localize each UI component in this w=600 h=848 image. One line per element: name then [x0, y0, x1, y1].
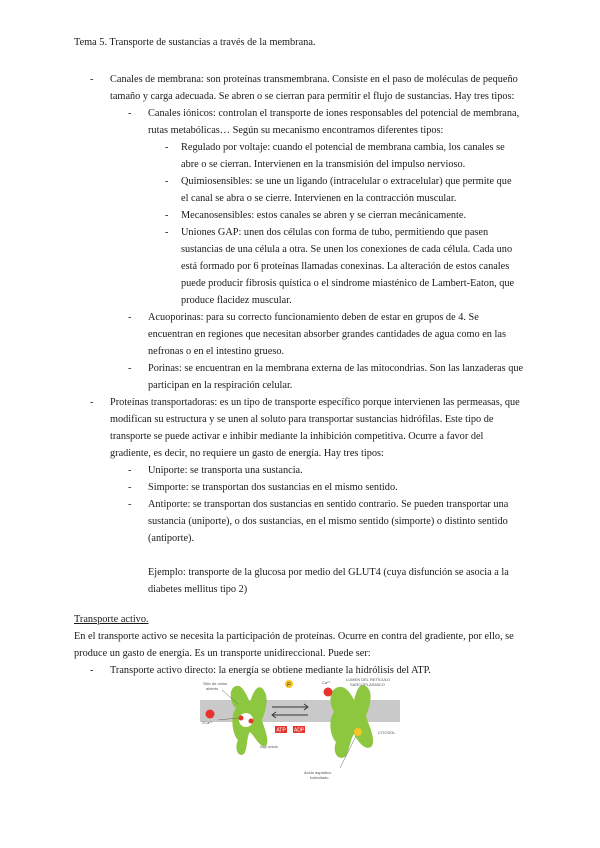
bullet-dash: -	[165, 142, 169, 153]
bullet-dash: -	[90, 397, 94, 408]
acuo-line-3: nefronas o en el intestino grueso.	[148, 346, 285, 357]
ejemplo-line-2: diabetes mellitus tipo 2)	[148, 584, 248, 595]
voltaje-line-1: Regulado por voltaje: cuando el potencial de membrana cambia, los canales se	[181, 142, 505, 153]
antiporte-line-2: sustancia (uniporte), o dos sustancias, en el mismo sentido (simporte) o distinto sentido	[148, 516, 508, 527]
canales-line-2: tamaño y carga adecuada. Se abren o se cierran para permitir el flujo de sustancias. Hay tres tipos:	[110, 91, 515, 102]
label-fosforilado: fosforilado	[310, 775, 329, 780]
calcium-pump-figure	[200, 674, 400, 784]
adp-label: ADP	[293, 727, 305, 734]
simporte-line: Simporte: se transportan dos sustancias en el mismo sentido.	[148, 482, 398, 493]
right-protein-shape	[330, 685, 373, 758]
bullet-dash: -	[128, 312, 132, 323]
bullet-dash: -	[128, 465, 132, 476]
bullet-dash: -	[90, 74, 94, 85]
porinas-line-2: participan en la respiración celular.	[148, 380, 293, 391]
voltaje-line-2: abre o se cierran. Intervienen en la transmisión del impulso nervioso.	[181, 159, 466, 170]
acuo-line-2: encuentran en regiones que necesitan absorber grandes cantidades de agua como en las	[148, 329, 506, 340]
bullet-dash: -	[165, 210, 169, 221]
ionicos-line-2: rutas metabólicas… Según su mecanismo encontramos diferentes tipos:	[148, 125, 444, 136]
canales-line-1: Canales de membrana: son proteínas transmembrana. Consiste en el paso de moléculas de pequeño	[110, 74, 518, 85]
antiporte-line-3: (antiporte).	[148, 533, 195, 544]
gap-line-5: produce flacidez muscular.	[181, 295, 292, 306]
gap-line-3: está formado por 6 proteínas llamadas conexinas. La alteración de estos canales	[181, 261, 510, 272]
porinas-line-1: Porinas: se encuentran en la membrana externa de las mitocondrias. Son las lanzaderas que	[148, 363, 524, 374]
atp-label: ATP	[276, 727, 286, 734]
label-sitio: Sitio de unión	[203, 681, 228, 686]
bullet-dash: -	[90, 665, 94, 676]
label-lumen: LUMEN DEL RETÍCULO	[346, 677, 391, 682]
label-abierto: abierto	[206, 686, 219, 691]
mecano-line-1: Mecanosensibles: estos canales se abren y se cierran mecánicamente.	[181, 210, 467, 221]
calcium-ion-icon	[206, 710, 215, 719]
label-asp: Asp unido	[260, 744, 278, 749]
transp-line-3: transporte se puede activar e inhibir mediante la inhibición competitiva. Ocurre a favor del	[110, 431, 484, 442]
transp-line-4: gradiente, es decir, no requiere un gasto de energía. Hay tres tipos:	[110, 448, 384, 459]
antiporte-line-1: Antiporte: se transportan dos sustancias en sentido contrario. Se pueden transportar una	[148, 499, 509, 510]
label-acido: Ácido aspártico	[304, 770, 332, 775]
directo-line: Transporte activo directo: la energía se obtiene mediante la hidrólisis del ATP.	[110, 665, 431, 676]
bullet-dash: -	[128, 499, 132, 510]
bullet-dash: -	[128, 482, 132, 493]
bullet-dash: -	[128, 363, 132, 374]
bullet-dash: -	[128, 108, 132, 119]
label-2ca: 2Ca²⁺	[202, 720, 213, 725]
acuo-line-1: Acuoporinas: para su correcto funcionamiento deben de estar en grupos de 4. Se	[148, 312, 479, 323]
ejemplo-line-1: Ejemplo: transporte de la glucosa por medio del GLUT4 (cuya disfunción se asocia a la	[148, 567, 509, 578]
quimio-line-1: Quimiosensibles: se une un ligando (intracelular o extracelular) que permite que	[181, 176, 512, 187]
label-citosol: CITOSOL	[378, 730, 396, 735]
uniporte-line: Uniporte: se transporta una sustancia.	[148, 465, 303, 476]
transp-line-2: modifican su estructura y se unen al soluto para transportar sustancias hidrófilas. Este tipo de	[110, 414, 494, 425]
phosphate-label: P	[287, 682, 291, 689]
ionicos-line-1: Canales iónicos: controlan el transporte de iones responsables del potencial de membrana,	[148, 108, 520, 119]
label-ca2: Ca²⁺	[322, 680, 331, 685]
activo-heading: Transporte activo.	[74, 614, 149, 625]
calcium-ion-icon	[324, 688, 333, 697]
gap-line-4: puede producir fibrosis quística o el síndrome miasténico de Lambert-Eaton, que	[181, 278, 515, 289]
activo-line-1: En el transporte activo se necesita la participación de proteínas. Ocurre en contra del gradiente, por ello, se	[74, 631, 514, 642]
calcium-ion-icon	[239, 716, 244, 721]
transp-line-1: Proteínas transportadoras: es un tipo de transporte específico porque intervienen las permeasas, que	[110, 397, 520, 408]
phosphate-icon	[354, 728, 362, 736]
calcium-ion-icon	[249, 719, 254, 724]
label-sarco: SARCOPLÁSMICO	[350, 682, 385, 687]
activo-line-2: produce un gasto de energía. Es un transporte unidireccional. Puede ser:	[74, 648, 371, 659]
bullet-dash: -	[165, 176, 169, 187]
document-title: Tema 5. Transporte de sustancias a través de la membrana.	[74, 37, 316, 48]
gap-line-2: sustancias de una célula a otra. Se unen los conexiones de cada célula. Cada uno	[181, 244, 513, 255]
gap-line-1: Uniones GAP: unen dos células con forma de tubo, permitiendo que pasen	[181, 227, 489, 238]
quimio-line-2: el canal se abra o se cierre. Intervienen en la contracción muscular.	[181, 193, 457, 204]
bullet-dash: -	[165, 227, 169, 238]
